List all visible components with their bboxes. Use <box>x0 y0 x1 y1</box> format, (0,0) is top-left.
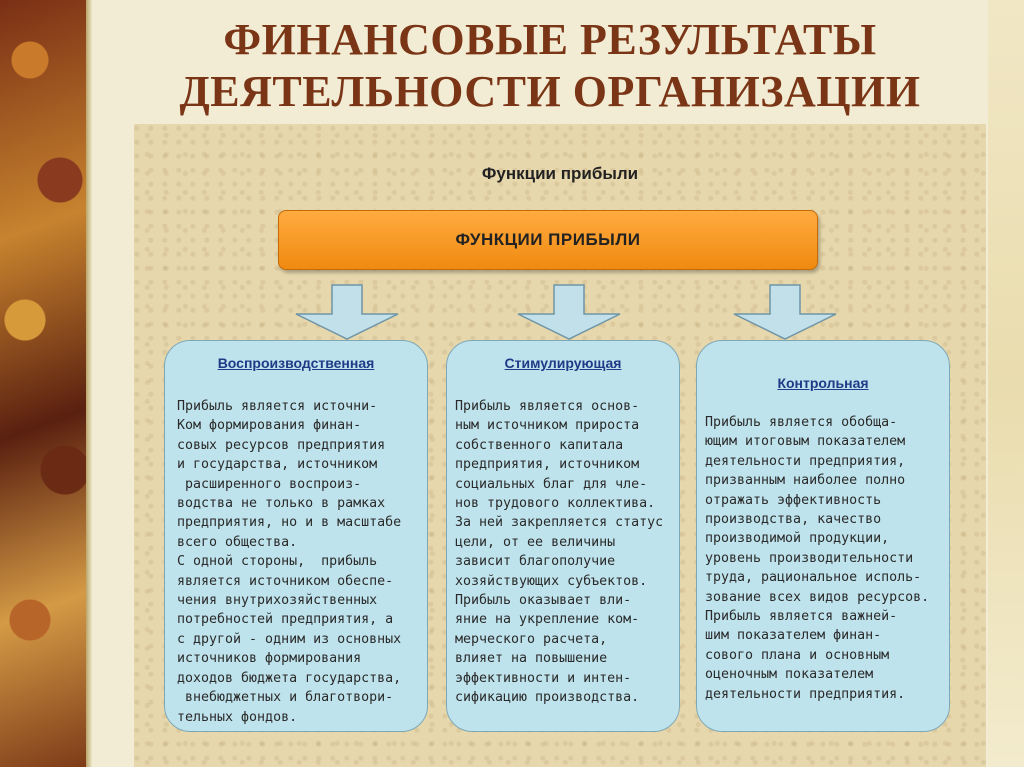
down-arrow-icon <box>516 284 622 340</box>
down-arrow-icon <box>732 284 838 340</box>
function-box-stimulating <box>446 340 680 732</box>
function-box-title: Контрольная <box>777 375 869 391</box>
function-box-text: Прибыль является источни- Ком формирования финан- совых ресурсов предприятия и государства, источником расширенного воспроиз- водства не только в рамках предприятия, но и в масштабе всего общества. С одной стороны, прибыль является источником обеспе- чения внутрихозяйственных потребностей предприятия, а с другой - одним из основных источников формирования доходов бюджета государства, внебюджетных и благотвори- тельных фондов. <box>177 399 402 725</box>
diagram-subtitle: Функции прибыли <box>481 164 639 183</box>
slide-title-line-2: ДЕЯТЕЛЬНОСТИ ОРГАНИЗАЦИИ <box>179 67 921 116</box>
diagram-panel <box>134 124 986 767</box>
function-box-text: Прибыль является обобща- ющим итоговым показателем деятельности предприятия, призванным наиболее полно отражать эффективность производства, качество производимой продукции, уровень производительности труда, рациональное исполь- зование всех видов ресурсов. Прибыль является важней- шим показателем финан- сового плана и основным оценочным показателем деятельности предприятия. <box>705 415 930 702</box>
function-box-control <box>696 340 950 732</box>
decorative-right-strip <box>988 0 1024 767</box>
slide-title-line-1: ФИНАНСОВЫЕ РЕЗУЛЬТАТЫ <box>223 15 877 64</box>
root-node <box>278 210 818 270</box>
root-node-label: ФУНКЦИИ ПРИБЫЛИ <box>455 230 641 249</box>
function-box-title: Стимулирующая <box>504 355 622 371</box>
function-box-reproductive <box>164 340 428 732</box>
function-box-text: Прибыль является основ- ным источником прироста собственного капитала предприятия, источником социальных благ для чле- нов трудового коллектива. За ней закрепляется статус цели, от ее величины зависит благополучие хозяйствующих субъектов. Прибыль оказывает вли- яние на укрепление ком- мерческого расчета, влияет на повышение эффективности и интен- сификацию производства. <box>455 399 664 706</box>
function-box-title: Воспроизводственная <box>217 355 375 371</box>
down-arrow-icon <box>294 284 400 340</box>
slide-title <box>110 14 990 118</box>
decorative-left-strip <box>0 0 92 767</box>
